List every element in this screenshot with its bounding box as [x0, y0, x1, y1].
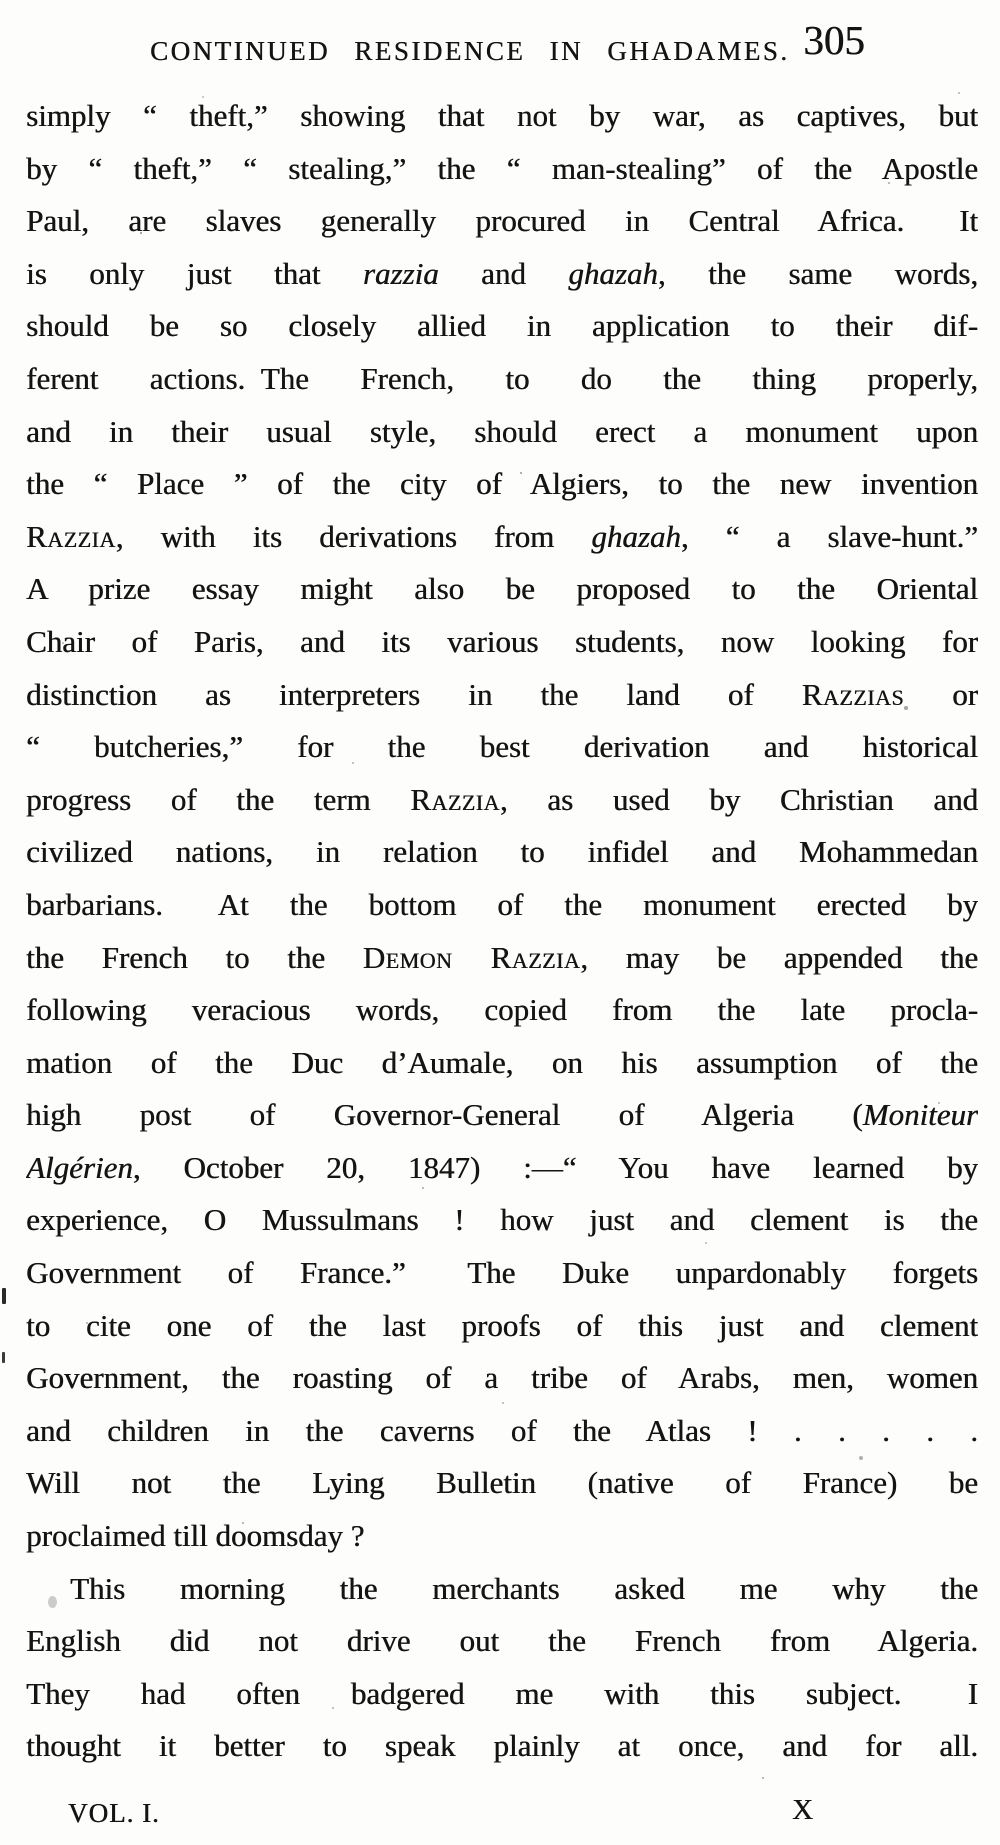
- text-line: [26, 1352, 978, 1405]
- text-line: [26, 248, 978, 301]
- text-segment: , may be appended the: [580, 939, 978, 975]
- text-segment: high post of Governor-General of Algeria (: [26, 1097, 863, 1133]
- text-segment: , as used by Christian and: [499, 781, 978, 817]
- text-segment: should be so closely allied in application to their dif-: [26, 308, 978, 344]
- text-segment: Government of France.” The Duke unpardonably forgets: [26, 1255, 978, 1291]
- text-segment: Razzia: [410, 781, 500, 817]
- page-body: [26, 90, 978, 1773]
- text-line: [26, 616, 978, 669]
- text-line: [26, 1300, 978, 1353]
- text-segment: barbarians. At the bottom of the monument erected by: [26, 886, 978, 922]
- text-segment: Moniteur: [862, 1097, 978, 1133]
- text-line: [26, 195, 978, 248]
- text-line: [26, 984, 978, 1037]
- text-segment: or: [904, 676, 978, 712]
- text-segment: the French to the: [26, 939, 363, 975]
- text-line: [26, 826, 978, 879]
- text-line: [26, 1247, 978, 1300]
- text-segment: English did not drive out the French from Algeria.: [26, 1623, 978, 1659]
- text-segment: , “ a slave-hunt.”: [680, 518, 978, 554]
- text-line: [26, 1720, 978, 1773]
- text-segment: experience, O Mussulmans ! how just and clement is the: [26, 1202, 978, 1238]
- text-segment: ferent actions. The French, to do the thing properly,: [26, 360, 978, 396]
- text-segment: Paul, are slaves generally procured in Central Africa. It: [26, 203, 978, 239]
- text-segment: and children in the caverns of the Atlas ! . . . . .: [26, 1412, 978, 1448]
- text-segment: “ butcheries,” for the best derivation and historical: [26, 729, 978, 765]
- text-line: [26, 1615, 978, 1668]
- text-segment: This morning the merchants asked me why the: [70, 1570, 978, 1606]
- text-line: [26, 353, 978, 406]
- text-line: [26, 1089, 978, 1142]
- text-line: [26, 1405, 978, 1458]
- text-segment: to cite one of the last proofs of this just and clement: [26, 1307, 978, 1343]
- text-line: [26, 774, 978, 827]
- text-segment: and in their usual style, should erect a monument upon: [26, 413, 978, 449]
- text-segment: razzia: [362, 255, 439, 291]
- text-line: [26, 1510, 978, 1563]
- text-segment: They had often badgered me with this subject. I: [26, 1675, 978, 1711]
- text-segment: Algérien: [26, 1149, 133, 1185]
- text-segment: ghazah: [568, 255, 658, 291]
- ink-smudge: [48, 1596, 57, 1608]
- ink-mark: [2, 1288, 6, 1304]
- text-segment: is only just that: [26, 255, 363, 291]
- text-segment: , October 20, 1847) :—“ You have learned by: [132, 1149, 978, 1185]
- text-line: [26, 1037, 978, 1090]
- text-segment: thought it better to speak plainly at once, and for all.: [26, 1728, 978, 1764]
- text-segment: following veracious words, copied from the late procla-: [26, 992, 978, 1028]
- text-segment: the “ Place ” of the city of Algiers, to the new invention: [26, 466, 978, 502]
- text-line: [26, 879, 978, 932]
- text-segment: A prize essay might also be proposed to the Oriental: [26, 571, 978, 607]
- text-line: [26, 721, 978, 774]
- text-segment: Government, the roasting of a tribe of Arabs, men, women: [26, 1360, 978, 1396]
- text-segment: Will not the Lying Bulletin (native of France) be: [26, 1465, 978, 1501]
- text-segment: distinction as interpreters in the land of: [26, 676, 802, 712]
- text-line: [26, 511, 978, 564]
- text-segment: civilized nations, in relation to infidel and Mohammedan: [26, 834, 978, 870]
- running-head-title: CONTINUED RESIDENCE IN GHADAMES.: [150, 36, 790, 66]
- text-line: [26, 458, 978, 511]
- text-segment: Chair of Paris, and its various students, now looking for: [26, 623, 978, 659]
- signature-mark: X: [792, 1794, 813, 1826]
- page-number: 305: [803, 17, 865, 63]
- text-line: [26, 563, 978, 616]
- volume-label: VOL. I.: [68, 1798, 160, 1828]
- ink-specks: [0, 0, 2, 2]
- text-line: [26, 1668, 978, 1721]
- text-line: [26, 669, 978, 722]
- text-segment: Demon Razzia: [362, 939, 581, 975]
- text-segment: and: [438, 255, 569, 291]
- text-line: [26, 1563, 978, 1616]
- text-segment: , the same words,: [657, 255, 978, 291]
- text-segment: by “ theft,” “ stealing,” the “ man-stealing” of the Apostle: [26, 150, 978, 186]
- text-segment: simply “ theft,” showing that not by war, as captives, but: [26, 98, 978, 133]
- text-segment: mation of the Duc d’Aumale, on his assumption of the: [26, 1044, 978, 1080]
- text-line: [26, 1457, 978, 1510]
- text-segment: Razzias: [801, 676, 905, 712]
- text-line: [26, 932, 978, 985]
- text-line: [26, 300, 978, 353]
- text-line: [26, 1194, 978, 1247]
- text-segment: , with its derivations from: [115, 518, 592, 554]
- text-segment: ghazah: [591, 518, 681, 554]
- text-line: [26, 143, 978, 196]
- text-segment: progress of the term: [26, 781, 411, 817]
- text-segment: Razzia: [26, 518, 116, 554]
- text-line: [26, 406, 978, 459]
- ink-mark: [2, 1352, 5, 1363]
- text-segment: proclaimed till doomsday ?: [26, 1518, 365, 1554]
- text-line: [26, 90, 978, 143]
- text-line: [26, 1142, 978, 1195]
